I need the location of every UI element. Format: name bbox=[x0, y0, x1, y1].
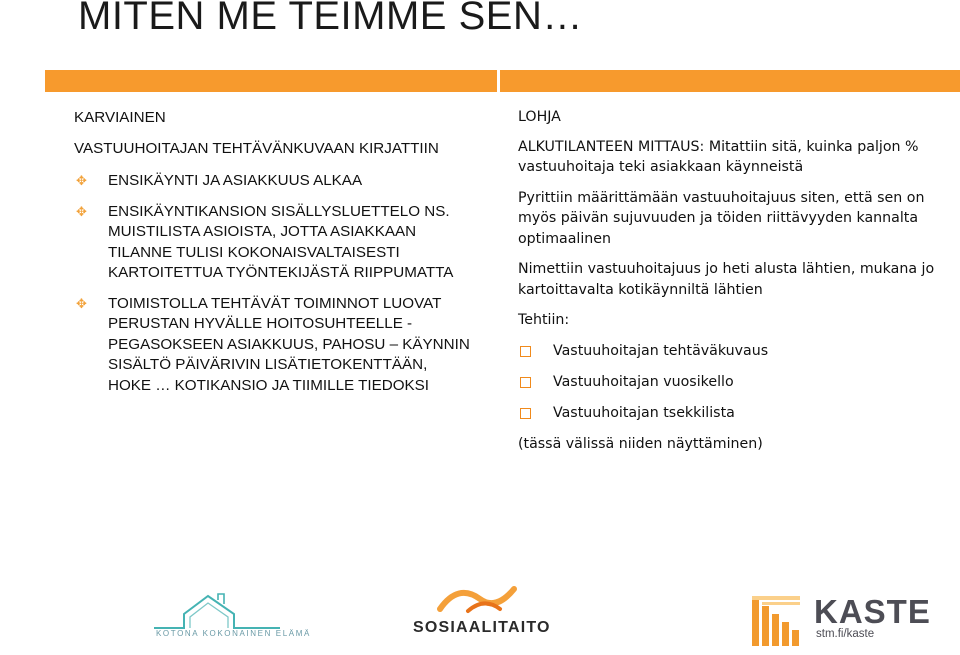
checklist-text: Vastuuhoitajan tsekkilista bbox=[553, 404, 735, 421]
kaste-logo bbox=[748, 593, 931, 650]
sunburst-icon bbox=[748, 594, 808, 650]
accent-bar-divider bbox=[497, 70, 500, 92]
accent-bar bbox=[45, 70, 960, 92]
kaste-url: stm.fi/kaste bbox=[816, 628, 875, 640]
list-item bbox=[518, 372, 938, 393]
kotona-logo bbox=[150, 590, 311, 645]
bullet-text: TOIMISTOLLA TEHTÄVÄT TOIMINNOT LUOVAT PERUSTAN HYVÄLLE HOITOSUHTEELLE - PEGASOKSEEN ASIAKKUUS, PAHOSU – KÄYNNIN SISÄLTÖ PÄIVÄRIVIN LISÄTIETOKENTTÄÄN, HOKE … KOTIKANSIO JA TIIMILLE TIEDOKSI bbox=[108, 294, 470, 394]
list-item bbox=[74, 171, 474, 192]
checkbox-icon bbox=[520, 346, 531, 357]
paragraph: Nimettiin vastuuhoitajuus jo heti alusta lähtien, mukana jo kartoittavalta kotikäynniltä lähtien bbox=[518, 261, 935, 298]
right-heading: LOHJA bbox=[518, 109, 561, 125]
paragraph: Tehtiin: bbox=[518, 312, 570, 328]
checkbox-icon bbox=[520, 408, 531, 419]
list-item bbox=[518, 341, 938, 362]
left-bullet-list bbox=[74, 171, 474, 396]
list-item bbox=[74, 294, 474, 397]
diamond-star-icon: ✥ bbox=[76, 295, 87, 311]
bullet-text: ENSIKÄYNTIKANSION SISÄLLYSLUETTELO NS. MUISTILISTA ASIOISTA, JOTTA ASIAKKAAN TILANNE TULISI KOKONAISVALTAISESTI KARTOITETTUA TYÖNTEKIJÄSTÄ RIIPPUMATTA bbox=[108, 202, 454, 281]
checklist-text: Vastuuhoitajan vuosikello bbox=[553, 373, 734, 390]
paragraph: ALKUTILANTEEN MITTAUS: Mitattiin sitä, kuinka paljon % vastuuhoitaja teki asiakkaan käynneistä bbox=[518, 138, 919, 175]
page-title: MITEN ME TEIMME SEN… bbox=[78, 0, 583, 38]
checklist-text: Vastuuhoitajan tehtäväkuvaus bbox=[553, 342, 769, 359]
footer-note: (tässä välissä niiden näyttäminen) bbox=[518, 435, 763, 452]
kotona-tagline: KOTONA KOKONAINEN ELÄMÄ bbox=[156, 629, 311, 638]
paragraph: Pyrittiin määrittämään vastuuhoitajuus siten, että sen on myös päivän sujuvuuden ja töiden riittävyyden kannalta optimaalinen bbox=[518, 189, 925, 247]
kaste-name: KASTE bbox=[814, 593, 931, 630]
sosiaalitaito-name: SOSIAALITAITO bbox=[413, 619, 551, 636]
diamond-star-icon: ✥ bbox=[76, 203, 87, 219]
left-column bbox=[74, 108, 474, 406]
list-item bbox=[518, 403, 938, 424]
checkbox-icon bbox=[520, 377, 531, 388]
diamond-star-icon: ✥ bbox=[76, 173, 87, 188]
sosiaalitaito-logo bbox=[410, 585, 555, 645]
bullet-text: ENSIKÄYNTI JA ASIAKKUUS ALKAA bbox=[108, 172, 363, 189]
left-subheading: VASTUUHOITAJAN TEHTÄVÄNKUVAAN KIRJATTIIN bbox=[74, 139, 439, 157]
left-heading: KARVIAINEN bbox=[74, 109, 166, 126]
right-column bbox=[518, 107, 938, 464]
checklist bbox=[518, 341, 938, 424]
house-outline-icon bbox=[150, 590, 285, 630]
wave-swoosh-icon bbox=[410, 585, 555, 617]
list-item bbox=[74, 202, 474, 284]
